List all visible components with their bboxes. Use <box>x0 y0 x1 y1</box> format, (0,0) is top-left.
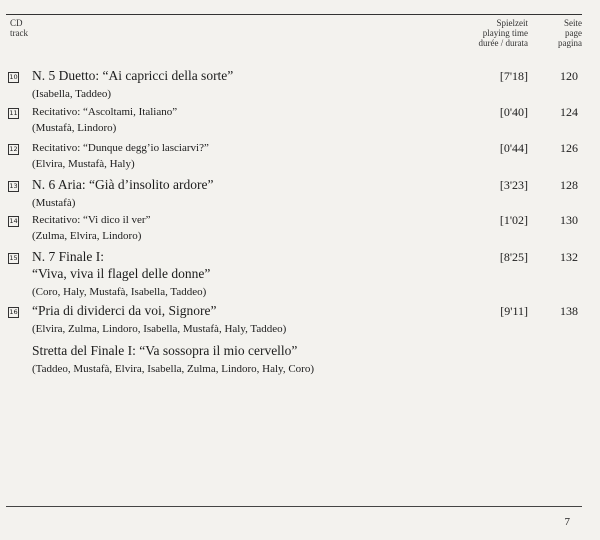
header-page <box>534 18 582 48</box>
header-cd-track <box>10 18 28 38</box>
track-number-box: 13 <box>9 182 18 190</box>
track-page: 120 <box>560 69 578 83</box>
header-time-fr-it: durée / durata <box>478 38 528 48</box>
track-performers: (Mustafà, Lindoro) <box>32 122 117 134</box>
track-duration: [7'18] <box>499 69 528 83</box>
header-page-it: pagina <box>558 38 582 48</box>
track-number-box: 10 <box>9 73 18 81</box>
track-title: Recitativo: “Vi dico il ver” <box>32 214 151 226</box>
header-cd-label: CD <box>10 18 23 28</box>
header-page-de: Seite <box>564 18 582 28</box>
track-title: N. 6 Aria: “Già d’insolito ardore” <box>32 177 214 192</box>
track-duration: [0'40] <box>499 105 528 119</box>
header-playing-time <box>420 18 528 48</box>
track-title: Recitativo: “Dunque degg’io lasciarvi?” <box>32 142 209 154</box>
track-duration: [0'44] <box>499 141 528 155</box>
track-number-box: 15 <box>9 254 18 262</box>
track-number-box: 14 <box>9 217 18 225</box>
track-page: 132 <box>560 250 578 264</box>
track-title-continued: “Viva, viva il flagel delle donne” <box>32 266 211 281</box>
track-title: N. 7 Finale I: <box>32 249 104 264</box>
track-page: 124 <box>560 105 578 119</box>
track-duration: [8'25] <box>499 250 528 264</box>
stretta-title: Stretta del Finale I: “Va sossopra il mio cervello” <box>32 343 298 358</box>
header-page-en: page <box>565 28 582 38</box>
track-performers: (Elvira, Zulma, Lindoro, Isabella, Mustafà, Haly, Taddeo) <box>32 323 287 335</box>
track-performers: (Coro, Haly, Mustafà, Isabella, Taddeo) <box>32 286 207 298</box>
track-number-box: 11 <box>9 109 18 117</box>
track-title: Recitativo: “Ascoltami, Italiano” <box>32 106 178 118</box>
track-number-box: 12 <box>9 145 18 153</box>
track-performers: (Isabella, Taddeo) <box>32 88 112 100</box>
track-page: 138 <box>560 304 578 318</box>
track-duration: [1'02] <box>499 213 528 227</box>
bottom-rule <box>6 506 582 507</box>
track-performers: (Elvira, Mustafà, Haly) <box>32 158 135 170</box>
track-page: 128 <box>560 178 578 192</box>
top-rule <box>6 14 582 15</box>
track-performers: (Mustafà) <box>32 197 76 209</box>
stretta-performers: (Taddeo, Mustafà, Elvira, Isabella, Zulma, Lindoro, Haly, Coro) <box>32 363 314 375</box>
track-number-box: 16 <box>9 308 18 316</box>
track-title: “Pria di dividerci da voi, Signore” <box>32 303 217 318</box>
track-page: 126 <box>560 141 578 155</box>
page-number: 7 <box>564 516 570 528</box>
track-page: 130 <box>560 213 578 227</box>
track-performers: (Zulma, Elvira, Lindoro) <box>32 230 142 242</box>
header-time-en: playing time <box>482 28 528 38</box>
track-title: N. 5 Duetto: “Ai capricci della sorte” <box>32 68 234 83</box>
header-track-label: track <box>10 28 28 38</box>
track-duration: [3'23] <box>499 178 528 192</box>
header-time-de: Spielzeit <box>496 18 528 28</box>
track-duration: [9'11] <box>500 304 528 318</box>
